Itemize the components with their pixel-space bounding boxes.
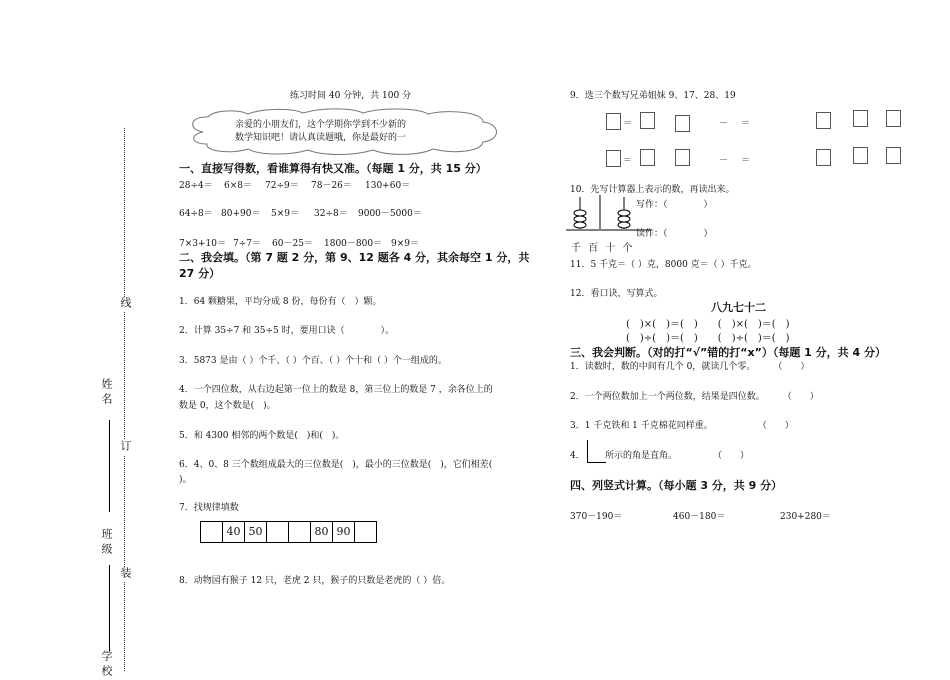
school-label: 学校 xyxy=(100,650,113,680)
pattern-number-row xyxy=(200,521,377,543)
question-4-line2: 数是 0，这个数是( )。 xyxy=(179,401,276,411)
calc-item: 78－26＝ xyxy=(311,181,352,191)
exam-time-info: 练习时间 40 分钟，共 100 分 xyxy=(290,91,412,101)
section2-title: 二、我会填。（第 7 题 2 分，第 9、12 题各 4 分，其余每空 1 分，共 xyxy=(179,251,530,264)
q12-rhyme: 八九七十二 xyxy=(711,301,766,314)
class-label: 班级 xyxy=(100,528,113,558)
binding-mark-zhuang: 装 xyxy=(119,567,132,582)
question-10: 10．先写计算器上表示的数，再读出来。 xyxy=(570,185,735,195)
section3-title: 三、我会判断。（对的打“√”错的打“x”）（每题 1 分，共 4 分） xyxy=(570,346,886,359)
pattern-cell: 50 xyxy=(245,522,267,542)
judge-3: 3．1 千克铁和 1 千克棉花同样重。 （ ） xyxy=(570,421,794,431)
answer-box[interactable] xyxy=(675,149,690,166)
q12-row2: ( )÷( )＝( ) ( )÷( )＝( ) xyxy=(626,333,790,344)
question-2: 2．计算 35÷7 和 35÷5 时，要用口诀（ ）。 xyxy=(179,326,395,336)
pattern-cell: 80 xyxy=(311,522,333,542)
calc-item: 80+90＝ xyxy=(221,209,261,219)
judge-2: 2．一个两位数加上一个两位数，结果是四位数。 （ ） xyxy=(570,392,819,402)
question-9: 9．选三个数写兄弟姐妹 9、17、28、19 xyxy=(570,91,736,101)
calc-item: 1800－800＝ xyxy=(324,239,383,249)
calc-item: 64÷8＝ xyxy=(179,209,213,219)
judge-1: 1．读数时，数的中间有几个 0，就读几个零。 （ ） xyxy=(570,362,810,372)
answer-box[interactable] xyxy=(886,110,901,127)
right-angle-icon xyxy=(587,440,606,463)
answer-box[interactable] xyxy=(606,113,621,130)
answer-box[interactable] xyxy=(853,110,868,127)
judge-4-text: 所示的角是直角。 （ ） xyxy=(605,451,750,461)
calc-item: 9000－5000＝ xyxy=(358,209,422,219)
q10-write: 写作：（ ） xyxy=(636,197,713,210)
greeting-line1: 亲爱的小朋友们，这个学期你学到不少新的 xyxy=(235,120,407,130)
q10-read: 读作：（ ） xyxy=(636,229,713,239)
pattern-cell[interactable] xyxy=(355,522,376,542)
pattern-cell: 40 xyxy=(223,522,245,542)
equals-sign: ＝ xyxy=(741,119,751,129)
binding-mark-xian: 线 xyxy=(119,297,132,312)
calc-item: 28÷4＝ xyxy=(179,181,213,191)
question-11: 11．5 千克＝（ ）克，8000 克＝（ ）千克。 xyxy=(570,260,757,270)
question-6-line2: )。 xyxy=(179,475,192,485)
minus-sign: － xyxy=(719,119,729,129)
question-3: 3．5873 是由（ ）个千、（ ）个百、（ ）个十和（ ）个一组成的。 xyxy=(179,356,447,366)
question-5: 5．和 4300 相邻的两个数是( )和( )。 xyxy=(179,431,345,441)
class-field-line[interactable] xyxy=(109,565,110,651)
answer-box[interactable] xyxy=(640,112,655,129)
calc-item: 130+60＝ xyxy=(365,181,411,191)
answer-box[interactable] xyxy=(675,115,690,132)
calc-item: 60－25＝ xyxy=(272,239,313,249)
answer-box[interactable] xyxy=(606,150,621,167)
name-field-line[interactable] xyxy=(109,420,110,512)
question-12: 12．看口诀，写算式。 xyxy=(570,289,663,299)
answer-box[interactable] xyxy=(853,147,868,164)
minus-sign: － xyxy=(719,156,729,166)
vertical-calc-3: 230+280＝ xyxy=(780,512,831,522)
binding-mark-ding: 订 xyxy=(119,440,132,455)
question-7: 7．找规律填数 xyxy=(179,503,239,513)
section4-title: 四、列竖式计算。（每小题 3 分，共 9 分） xyxy=(570,479,783,492)
judge-4-number: 4． xyxy=(570,451,585,461)
calc-item: 6×8＝ xyxy=(224,181,252,191)
answer-box[interactable] xyxy=(640,149,655,166)
q12-row1: ( )×( )＝( ) ( )×( )＝( ) xyxy=(626,319,790,330)
calc-item: 5×9＝ xyxy=(271,209,299,219)
calc-item: 7÷7＝ xyxy=(233,239,261,249)
pattern-cell[interactable] xyxy=(267,522,289,542)
answer-box[interactable] xyxy=(886,147,901,164)
calc-item: 9×9＝ xyxy=(391,239,419,249)
calc-item: 72÷9＝ xyxy=(265,181,299,191)
abacus-place-labels: 千 百 十 个 xyxy=(571,243,635,254)
question-6-line1: 6．4、0、8 三个数组成最大的三位数是( )，最小的三位数是( )，它们相差( xyxy=(179,460,493,470)
answer-box[interactable] xyxy=(816,149,831,166)
section1-title: 一、直接写得数，看谁算得有快又准。（每题 1 分，共 15 分） xyxy=(179,162,487,175)
equals-sign: ＝ xyxy=(623,119,633,129)
section2-title-cont: 27 分） xyxy=(179,267,221,280)
equals-sign: ＝ xyxy=(623,156,633,166)
vertical-calc-1: 370－190＝ xyxy=(570,512,623,522)
pattern-cell[interactable] xyxy=(289,522,311,542)
question-4-line1: 4．一个四位数，从右边起第一位上的数是 8，第三位上的数是 7 ，余各位上的 xyxy=(179,385,493,395)
pattern-cell: 90 xyxy=(333,522,355,542)
equals-sign: ＝ xyxy=(741,156,751,166)
binding-dotted-line xyxy=(124,128,125,671)
question-1: 1．64 颗糖果，平均分成 8 份，每份有（ ）颗。 xyxy=(179,297,382,307)
greeting-line2: 数学知识吧！请认真读题哦，你是最好的一 xyxy=(235,133,407,143)
calc-item: 7×3+10＝ xyxy=(179,239,226,249)
vertical-calc-2: 460－180＝ xyxy=(673,512,726,522)
answer-box[interactable] xyxy=(816,112,831,129)
name-label: 姓名 xyxy=(100,378,113,408)
pattern-cell[interactable] xyxy=(201,522,223,542)
calc-item: 32÷8＝ xyxy=(314,209,348,219)
question-8: 8．动物园有猴子 12 只，老虎 2 只，猴子的只数是老虎的（ ）倍。 xyxy=(179,576,451,586)
